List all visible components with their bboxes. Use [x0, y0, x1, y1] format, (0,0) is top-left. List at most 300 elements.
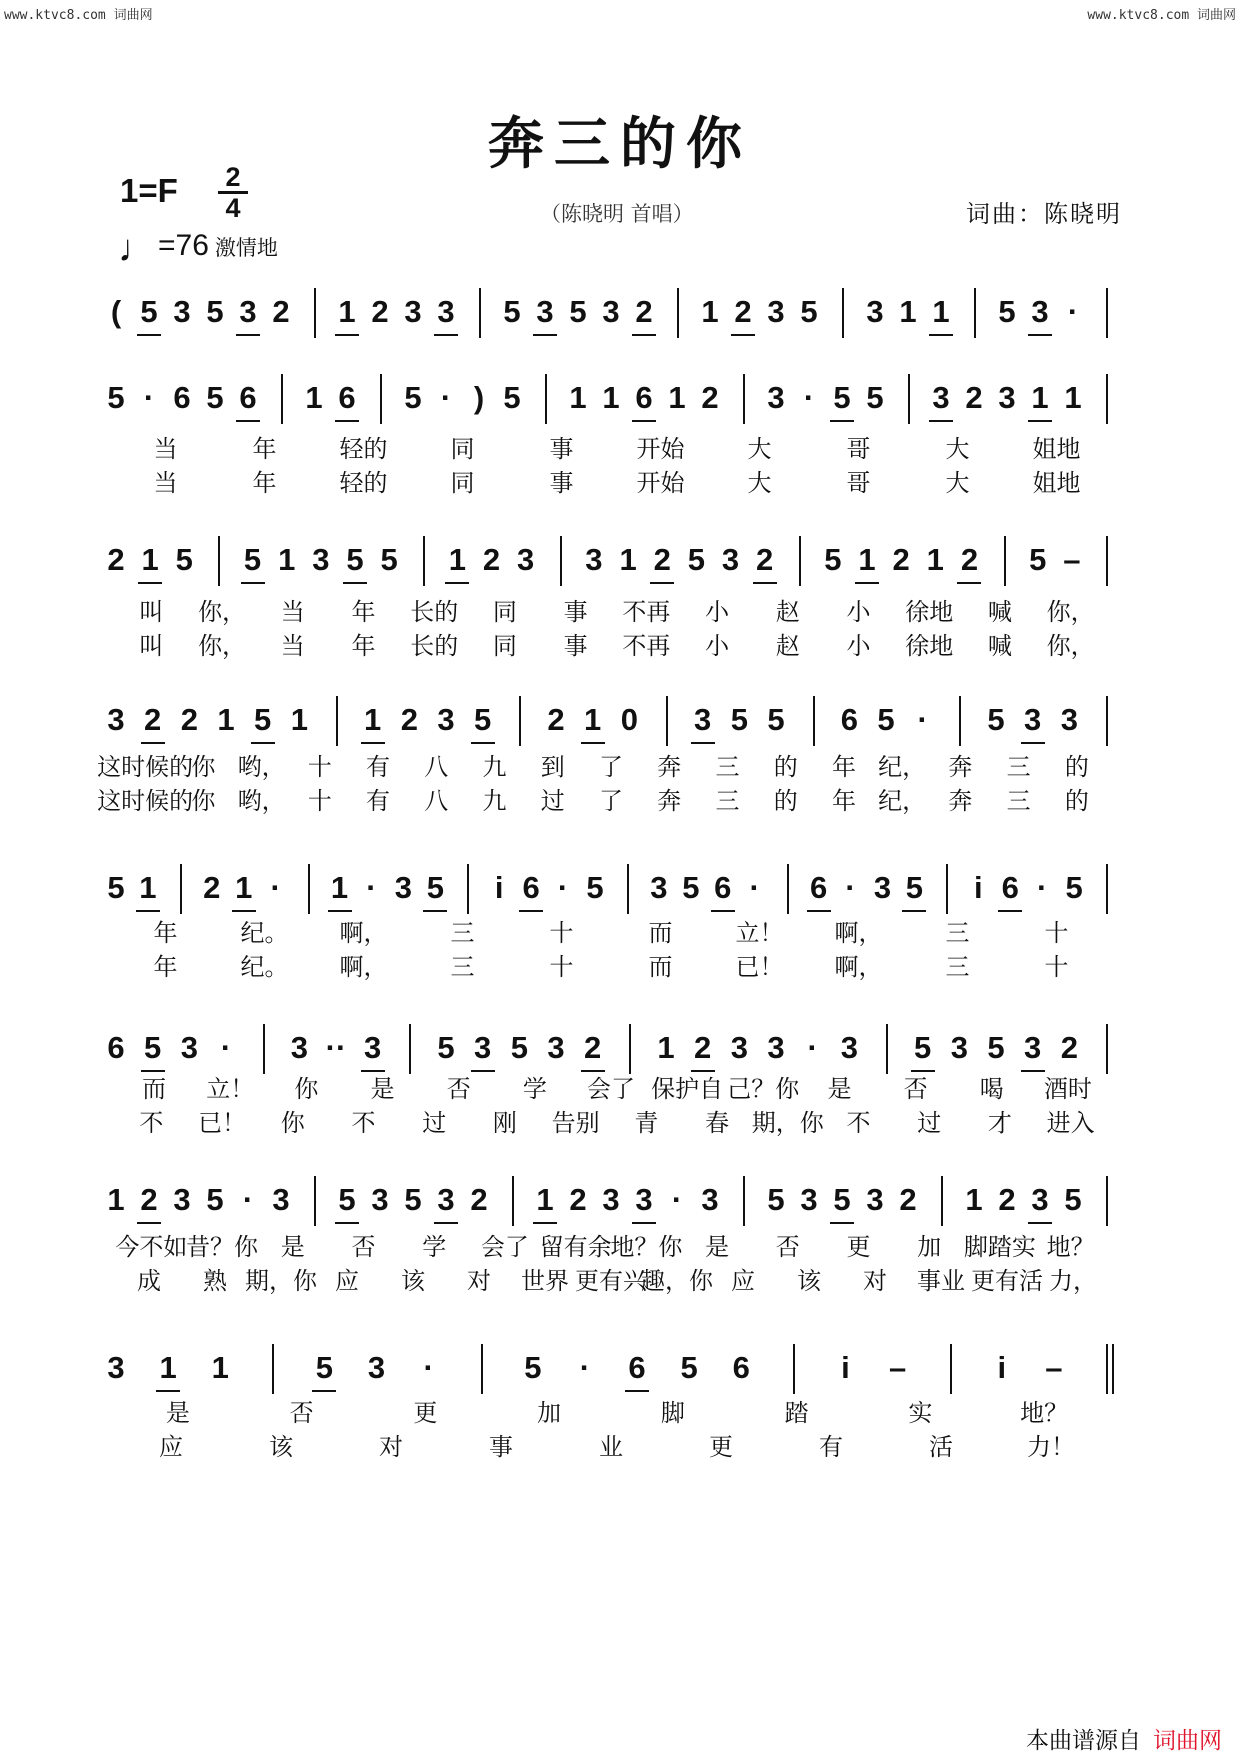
barline — [666, 696, 668, 746]
barline — [1106, 374, 1108, 424]
lyric-word: 年 — [252, 435, 277, 463]
note: 6 — [338, 380, 356, 415]
lyric-word: 而 — [648, 953, 673, 981]
note: 2 — [701, 380, 719, 415]
note: 5 — [404, 380, 422, 415]
note: 1 — [235, 870, 253, 905]
lyric-word: 三 — [715, 787, 740, 815]
lyric-word: 纪， — [878, 753, 927, 781]
barline — [409, 1024, 411, 1074]
lyric-word: 九 — [482, 753, 507, 781]
note: 5 — [338, 1182, 356, 1217]
beam-underline — [1028, 420, 1052, 422]
lyric-word: 事 — [563, 598, 588, 626]
note: 2 — [584, 1030, 602, 1065]
lyric-word: 喝 — [979, 1075, 1004, 1103]
lyrics-line-verse1 — [116, 916, 1126, 950]
lyric-word: 徐地 — [905, 598, 954, 626]
lyric-word: 奔 — [657, 787, 682, 815]
note: 3 — [107, 1350, 125, 1385]
tempo-marking — [118, 228, 278, 271]
lyric-word: 十 — [1044, 953, 1069, 981]
note: 5 — [833, 1182, 851, 1217]
lyric-word: 是 — [165, 1399, 190, 1427]
note: 3 — [602, 294, 620, 329]
note: · — [242, 1182, 254, 1217]
lyric-word: 三 — [945, 919, 970, 947]
lyric-word: 是 — [370, 1075, 395, 1103]
note: · — [845, 870, 856, 905]
lyric-word: 大 — [747, 469, 772, 497]
lyric-word: 力， — [1049, 1267, 1097, 1295]
beam-underline — [902, 910, 926, 912]
note: 3 — [840, 1030, 858, 1065]
beam-underline — [711, 910, 735, 912]
lyric-word: 长的 — [410, 598, 459, 626]
barline — [629, 1024, 631, 1074]
note: – — [1045, 1350, 1063, 1385]
note: 3 — [950, 1030, 968, 1065]
note: 3 — [585, 542, 603, 577]
beam-underline — [423, 910, 447, 912]
note: 1 — [569, 380, 587, 415]
lyric-word: 三 — [715, 753, 740, 781]
beam-underline — [998, 910, 1022, 912]
beam-underline — [855, 582, 879, 584]
note: 1 — [159, 1350, 177, 1385]
note: 3 — [602, 1182, 620, 1217]
lyric-word: 纪。 — [240, 919, 289, 947]
lyrics-line-verse1 — [116, 432, 1126, 466]
lyric-word: 你， — [198, 598, 247, 626]
note: 2 — [400, 702, 418, 737]
lyric-word: 过 — [540, 787, 565, 815]
lyric-word: 更 — [709, 1433, 733, 1461]
barline — [336, 696, 338, 746]
lyric-word: 留有余 — [539, 1233, 612, 1261]
note: 3 — [694, 702, 712, 737]
lyric-word: 立！ — [206, 1075, 255, 1103]
barline — [263, 1024, 265, 1074]
lyric-word: 世界 — [521, 1267, 569, 1295]
beam-underline — [691, 742, 715, 744]
note: 2 — [272, 294, 290, 329]
note: 3 — [107, 702, 125, 737]
lyric-word: 该 — [401, 1267, 425, 1295]
beam-underline — [632, 420, 656, 422]
note: 6 — [239, 380, 257, 415]
barline — [1004, 536, 1006, 586]
notation-line — [107, 868, 1126, 914]
barline — [813, 696, 815, 746]
lyric-word: 趣，你 — [641, 1267, 713, 1295]
lyric-word: 事 — [549, 469, 574, 497]
lyric-word: 的 — [773, 753, 798, 781]
note: 1 — [619, 542, 637, 577]
lyric-word: 这时候的 — [97, 753, 194, 781]
note: · — [143, 380, 155, 415]
lyric-word: 对 — [863, 1267, 887, 1295]
barline — [677, 288, 679, 338]
footer-source: 本曲谱源自 — [1026, 1728, 1141, 1754]
lyric-word: 同 — [492, 632, 517, 660]
barline — [842, 288, 844, 338]
note: 3 — [290, 1030, 308, 1065]
lyric-word: 期，你 — [245, 1267, 317, 1295]
lyric-word: 的 — [1064, 787, 1089, 815]
lyric-word: 进入 — [1046, 1109, 1095, 1137]
barline — [481, 1344, 483, 1394]
lyric-word: 哟， — [237, 753, 286, 781]
note: 0 — [620, 702, 638, 737]
note: – — [888, 1350, 907, 1385]
lyric-word: 当 — [153, 469, 178, 497]
note: 5 — [315, 1350, 334, 1385]
note: 3 — [173, 1182, 191, 1217]
lyric-word: 更有兴 — [575, 1267, 647, 1295]
note: ) — [473, 380, 485, 415]
note: 3 — [800, 1182, 818, 1217]
note: 1 — [965, 1182, 983, 1217]
lyric-word: 踏 — [784, 1399, 809, 1427]
note: 1 — [211, 1350, 229, 1385]
lyric-word: 同 — [450, 435, 475, 463]
note: 3 — [730, 1030, 748, 1065]
lyric-word: 已！ — [198, 1109, 247, 1137]
note: · — [220, 1030, 232, 1065]
note: 3 — [239, 294, 257, 329]
lyric-word: 应 — [731, 1267, 755, 1295]
time-signature — [218, 164, 248, 221]
barline — [1106, 864, 1108, 914]
note: 1 — [217, 702, 235, 737]
lyric-word: 才 — [987, 1109, 1012, 1137]
note: 5 — [503, 294, 521, 329]
lyric-word: 到 — [540, 753, 565, 781]
beam-underline — [251, 742, 275, 744]
barline — [423, 536, 425, 586]
barline — [479, 288, 481, 338]
lyric-word: 更 — [413, 1399, 438, 1427]
lyric-word: 否 — [446, 1075, 471, 1103]
note: 3 — [721, 542, 740, 577]
note: 2 — [144, 702, 162, 737]
notation-line — [107, 1348, 1126, 1394]
lyric-word: 哥 — [846, 469, 871, 497]
lyric-word: 熟 — [203, 1267, 227, 1295]
lyrics-line-verse1 — [116, 595, 1126, 629]
beam-underline — [136, 910, 160, 912]
lyric-word: 年 — [252, 469, 277, 497]
lyric-word: 不 — [139, 1109, 164, 1137]
lyric-word: 今不如 — [115, 1233, 188, 1261]
watermark-right: www.ktvc8.com 词曲网 — [1087, 8, 1236, 23]
note: · — [270, 870, 281, 905]
note: 5 — [800, 294, 818, 329]
lyric-word: 你 — [294, 1075, 319, 1103]
note: i — [494, 870, 504, 905]
lyric-word: 过 — [917, 1109, 942, 1137]
beam-underline — [632, 334, 656, 336]
note: 3 — [650, 870, 668, 905]
note: 5 — [404, 1182, 422, 1217]
note: 5 — [730, 702, 748, 737]
beam-underline — [232, 910, 256, 912]
beam-underline — [434, 334, 458, 336]
lyric-word: 喊 — [987, 632, 1012, 660]
note: 5 — [767, 702, 785, 737]
note: 3 — [1060, 702, 1078, 737]
barline — [886, 1024, 888, 1074]
lyric-word: 过 — [422, 1109, 447, 1137]
note: 2 — [755, 542, 774, 577]
note: 5 — [426, 870, 444, 905]
lyric-word: 刚 — [492, 1109, 517, 1137]
note: 2 — [965, 380, 983, 415]
lyric-word: 事 — [489, 1433, 513, 1461]
note: 2 — [734, 294, 752, 329]
barline — [941, 1176, 943, 1226]
barline — [1106, 1176, 1108, 1226]
lyric-word: 轻的 — [339, 435, 388, 463]
lyric-word: 你 — [191, 787, 216, 815]
lyric-word: 当 — [280, 632, 305, 660]
lyrics-line-verse1 — [116, 1396, 1126, 1430]
lyric-word: 开始 — [636, 435, 685, 463]
lyric-word: 你， — [1046, 598, 1095, 626]
note: i — [997, 1350, 1007, 1385]
beam-underline — [156, 1390, 180, 1392]
note: 1 — [926, 542, 944, 577]
barline — [1106, 536, 1108, 586]
lyric-word: 你 — [280, 1109, 305, 1137]
beam-underline — [335, 420, 359, 422]
lyric-word: 啊， — [834, 919, 883, 947]
note: 1 — [1031, 380, 1049, 415]
note: 5 — [107, 380, 125, 415]
lyric-word: 小 — [705, 632, 730, 660]
lyrics-line-verse1 — [116, 1230, 1126, 1264]
tempo-expression: 激情地 — [214, 237, 278, 260]
note: 5 — [1029, 542, 1047, 577]
lyric-word: 地？ — [1046, 1233, 1095, 1261]
barline — [743, 374, 745, 424]
note: 6 — [809, 870, 828, 905]
lyric-word: 了 — [599, 787, 623, 815]
note: 5 — [586, 870, 604, 905]
beam-underline — [957, 582, 981, 584]
note: 5 — [767, 1182, 785, 1217]
note: 1 — [701, 294, 719, 329]
lyric-word: 姐地 — [1032, 435, 1081, 463]
note: 5 — [687, 542, 705, 577]
note: 3 — [998, 380, 1016, 415]
note: 3 — [394, 870, 413, 905]
beam-underline — [807, 910, 831, 912]
notation-line — [107, 1028, 1126, 1074]
barline — [180, 864, 182, 914]
note: 2 — [470, 1182, 488, 1217]
barline — [787, 864, 789, 914]
lyric-word: 大 — [747, 435, 772, 463]
lyric-word: 而 — [648, 919, 673, 947]
note: 1 — [602, 380, 620, 415]
note: i — [841, 1350, 850, 1385]
lyric-word: 活 — [929, 1433, 953, 1461]
note: 5 — [987, 702, 1005, 737]
lyric-word: 应 — [335, 1267, 359, 1295]
lyric-word: 赵 — [775, 598, 800, 626]
note: · — [671, 1182, 683, 1217]
note: 2 — [1060, 1030, 1078, 1065]
lyric-word: 年 — [351, 598, 376, 626]
lyrics-line-verse2 — [116, 1106, 1126, 1140]
note: ·· — [325, 1030, 347, 1065]
beam-underline — [328, 910, 352, 912]
lyric-word: 年 — [831, 787, 856, 815]
note: 1 — [364, 702, 382, 737]
lyric-word: 年 — [153, 953, 178, 981]
barline — [974, 288, 976, 338]
lyric-word: 己？你 — [727, 1075, 800, 1103]
lyric-word: 不 — [846, 1109, 871, 1137]
note: 5 — [144, 1030, 162, 1065]
tempo-value: =76 — [158, 229, 209, 262]
lyric-word: 姐地 — [1032, 469, 1081, 497]
lyric-word: 十 — [307, 753, 332, 781]
note: · — [557, 870, 569, 905]
note: 5 — [206, 1182, 224, 1217]
note: 3 — [932, 380, 950, 415]
note: 3 — [701, 1182, 719, 1217]
lyric-word: 长的 — [410, 632, 459, 660]
beam-underline — [533, 1222, 557, 1224]
beam-underline — [312, 1390, 336, 1392]
lyric-word: 立！ — [735, 919, 784, 947]
lyric-word: 小 — [846, 632, 871, 660]
note: 2 — [203, 870, 221, 905]
lyric-word: 纪。 — [240, 953, 289, 981]
lyric-word: 已！ — [735, 953, 784, 981]
note: 2 — [899, 1182, 917, 1217]
lyric-word: 了 — [599, 753, 623, 781]
lyric-word: 八 — [424, 787, 449, 815]
lyric-word: 更有活 — [971, 1267, 1043, 1295]
note: 6 — [522, 870, 540, 905]
note: 3 — [364, 1030, 382, 1065]
notation-line — [107, 378, 1126, 424]
lyrics-line-verse2 — [116, 1264, 1126, 1298]
beam-underline — [519, 910, 543, 912]
lyric-word: 脚 — [660, 1399, 685, 1427]
note: 2 — [694, 1030, 712, 1065]
lyric-word: 该 — [269, 1433, 293, 1461]
lyric-word: 对 — [467, 1267, 491, 1295]
note: 5 — [877, 702, 895, 737]
lyric-word: 哟， — [237, 787, 286, 815]
lyric-word: 你， — [1046, 632, 1095, 660]
footer — [1026, 1722, 1222, 1755]
lyric-word: 十 — [549, 953, 574, 981]
lyric-word: 年 — [153, 919, 178, 947]
lyric-word: 同 — [450, 469, 475, 497]
barline — [545, 374, 547, 424]
note: 1 — [278, 542, 296, 577]
lyrics-line-verse2 — [116, 950, 1126, 984]
barline — [627, 864, 629, 914]
note: 5 — [474, 702, 492, 737]
note: · — [440, 380, 452, 415]
beam-underline — [632, 1222, 656, 1224]
lyric-word: 大 — [945, 435, 970, 463]
singer-credit: （陈晓明 首唱） — [540, 202, 694, 226]
note: i — [973, 870, 983, 905]
note: · — [1036, 870, 1048, 905]
barline — [467, 864, 469, 914]
lyric-word: 当 — [280, 598, 305, 626]
lyric-word: 是 — [705, 1233, 730, 1261]
note: 6 — [635, 380, 653, 415]
beam-underline — [241, 582, 265, 584]
note: ( — [110, 294, 122, 329]
lyrics-line-verse2 — [97, 784, 1126, 818]
lyric-word: 不再 — [622, 632, 671, 660]
note: 5 — [1065, 870, 1083, 905]
beam-underline — [361, 742, 385, 744]
note: 5 — [243, 542, 262, 577]
lyric-word: 该 — [797, 1267, 821, 1295]
note: 2 — [653, 542, 671, 577]
note: 5 — [524, 1350, 542, 1385]
lyrics-line-verse2 — [116, 629, 1126, 663]
lyric-word: 叫 — [139, 598, 164, 626]
note: 3 — [367, 1350, 386, 1385]
beam-underline — [929, 334, 953, 336]
lyric-word: 脚踏实 — [963, 1233, 1036, 1261]
lyric-word: 是 — [280, 1233, 305, 1261]
lyrics-line-verse2 — [116, 1430, 1126, 1464]
note: 5 — [824, 542, 842, 577]
note: 5 — [833, 380, 851, 415]
note: 5 — [254, 702, 272, 737]
lyrics-line-verse1 — [97, 750, 1126, 784]
lyric-word: 事业 — [917, 1267, 965, 1295]
note: 1 — [668, 380, 686, 415]
note: 3 — [437, 1182, 455, 1217]
beam-underline — [137, 334, 161, 336]
key-signature: 1=F — [120, 172, 178, 209]
lyric-word: 小 — [705, 598, 730, 626]
note: 3 — [1031, 294, 1049, 329]
lyric-word: 应 — [159, 1433, 183, 1461]
beam-underline — [434, 1222, 458, 1224]
lyric-word: 加 — [537, 1399, 562, 1427]
beam-underline — [929, 420, 953, 422]
lyric-word: 徐地 — [905, 632, 954, 660]
barline — [314, 1176, 316, 1226]
time-signature-bottom: 4 — [225, 193, 241, 223]
note: 6 — [173, 380, 191, 415]
note: · — [423, 1350, 434, 1385]
lyric-word: 叫 — [139, 632, 164, 660]
lyric-word: 实 — [908, 1399, 933, 1427]
note: 5 — [866, 380, 884, 415]
note: · — [1067, 294, 1079, 329]
lyric-word: 你， — [198, 632, 247, 660]
note: 5 — [107, 870, 125, 905]
lyric-word: 啊， — [339, 953, 388, 981]
lyric-word: 这时候的 — [97, 787, 194, 815]
